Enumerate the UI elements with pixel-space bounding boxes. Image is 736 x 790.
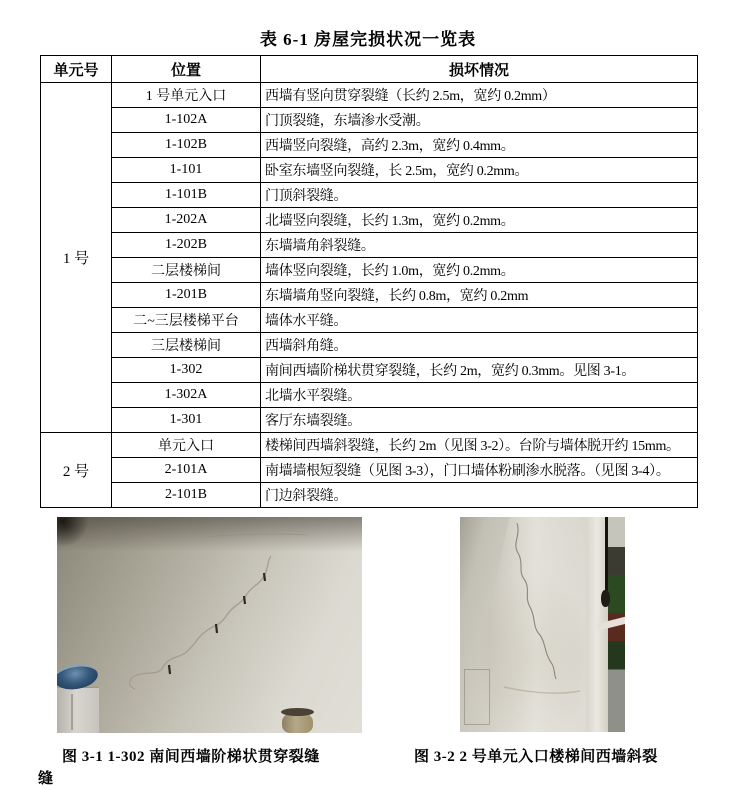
damage-cell: 北墙竖向裂缝，长约 1.3m，宽约 0.2mm。: [261, 208, 698, 233]
table-header-row: [41, 56, 698, 83]
damage-cell: 西墙斜角缝。: [261, 333, 698, 358]
figure-3-1-caption: 图 3-1 1-302 南间西墙阶梯状贯穿裂缝: [62, 749, 320, 765]
location-cell: 1-102A: [112, 108, 261, 133]
table-row: [41, 158, 698, 183]
location-cell: 单元入口: [112, 433, 261, 458]
appliance-door-line: [71, 694, 73, 730]
damage-cell: 东墙墙角斜裂缝。: [261, 233, 698, 258]
bucket-rim: [281, 708, 314, 716]
table-row: [41, 208, 698, 233]
stair-step-crack-drawing: [57, 517, 362, 733]
table-title: 表 6-1 房屋完损状况一览表: [259, 30, 477, 49]
damage-cell: 墙体水平缝。: [261, 308, 698, 333]
table-row: [41, 258, 698, 283]
location-cell: 三层楼梯间: [112, 333, 261, 358]
damage-cell: 西墙有竖向贯穿裂缝（长约 2.5m，宽约 0.2mm）: [261, 83, 698, 108]
damage-cell: 墙体竖向裂缝，长约 1.0m，宽约 0.2mm。: [261, 258, 698, 283]
location-cell: 2-101A: [112, 458, 261, 483]
location-cell: 1-301: [112, 408, 261, 433]
location-cell: 二层楼梯间: [112, 258, 261, 283]
location-cell: 1-101: [112, 158, 261, 183]
table-row: [41, 308, 698, 333]
location-cell: 1-101B: [112, 183, 261, 208]
table-row: [41, 483, 698, 508]
diagonal-crack-drawing: [460, 517, 625, 732]
location-cell: 1 号单元入口: [112, 83, 261, 108]
damage-cell: 门顶裂缝，东墙渗水受潮。: [261, 108, 698, 133]
table-row: [41, 408, 698, 433]
appliance: [57, 687, 99, 733]
location-cell: 二~三层楼梯平台: [112, 308, 261, 333]
location-cell: 1-102B: [112, 133, 261, 158]
header-location: 位置: [112, 56, 261, 83]
figure-3-2-caption: 图 3-2 2 号单元入口楼梯间西墙斜裂: [414, 749, 658, 765]
damage-cell: 卧室东墙竖向裂缝，长 2.5m，宽约 0.2mm。: [261, 158, 698, 183]
table-row: [41, 283, 698, 308]
location-cell: 1-201B: [112, 283, 261, 308]
figure-3-2-photo: [460, 517, 625, 732]
location-cell: 2-101B: [112, 483, 261, 508]
damage-cell: 门边斜裂缝。: [261, 483, 698, 508]
figure-3-1-photo: [57, 517, 362, 733]
header-unit: 单元号: [41, 56, 112, 83]
damage-cell: 东墙墙角竖向裂缝，长约 0.8m，宽约 0.2mm: [261, 283, 698, 308]
damage-cell: 楼梯间西墙斜裂缝，长约 2m（见图 3-2）。台阶与墙体脱开约 15mm。: [261, 433, 698, 458]
table-row: [41, 383, 698, 408]
table-row: [41, 108, 698, 133]
damage-cell: 客厅东墙裂缝。: [261, 408, 698, 433]
location-cell: 1-202B: [112, 233, 261, 258]
table-row: [41, 458, 698, 483]
figure-3-2-caption-wrap: 缝: [38, 771, 54, 787]
header-damage: 损坏情况: [261, 56, 698, 83]
table-row: [41, 433, 698, 458]
table-row: [41, 358, 698, 383]
table-row: [41, 233, 698, 258]
damage-cell: 南墙墙根短裂缝（见图 3-3），门口墙体粉刷渗水脱落。（见图 3-4）。: [261, 458, 698, 483]
table-row: [41, 83, 698, 108]
damage-cell: 西墙竖向裂缝，高约 2.3m，宽约 0.4mm。: [261, 133, 698, 158]
table-row: [41, 183, 698, 208]
damage-cell: 南间西墙阶梯状贯穿裂缝，长约 2m，宽约 0.3mm。见图 3-1。: [261, 358, 698, 383]
table-row: [41, 333, 698, 358]
bucket: [282, 712, 313, 733]
location-cell: 1-302A: [112, 383, 261, 408]
location-cell: 1-302: [112, 358, 261, 383]
unit-cell: 2 号: [41, 433, 112, 508]
damage-table-body: [41, 83, 698, 508]
damage-cell: 北墙水平裂缝。: [261, 383, 698, 408]
table-row: [41, 133, 698, 158]
damage-cell: 门顶斜裂缝。: [261, 183, 698, 208]
location-cell: 1-202A: [112, 208, 261, 233]
unit-cell: 1 号: [41, 83, 112, 433]
damage-table: [40, 55, 698, 508]
